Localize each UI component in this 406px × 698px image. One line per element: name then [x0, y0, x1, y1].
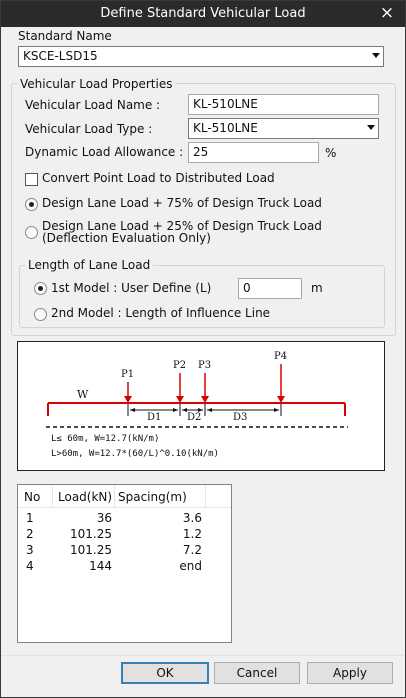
first-model-length-input[interactable] [238, 278, 302, 299]
dynamic-load-allowance-unit: % [325, 146, 337, 160]
table-row[interactable] [18, 559, 231, 574]
lane-75-truck-radio[interactable] [25, 198, 38, 211]
lane-load-w-label: W [77, 388, 89, 401]
vehicular-load-type-value: KL-510LNE [193, 121, 258, 135]
table-row[interactable] [18, 543, 231, 558]
first-model-radio[interactable] [34, 282, 47, 295]
cell-load: 36 [96, 511, 112, 525]
first-model-length-unit: m [311, 281, 323, 295]
table-row[interactable] [18, 527, 231, 542]
cell-spacing: 1.2 [182, 527, 202, 541]
spacing-label-d1: D1 [147, 412, 162, 423]
cell-load: 144 [89, 559, 112, 573]
length-of-lane-load-label: Length of Lane Load [25, 258, 153, 272]
dynamic-load-allowance-label: Dynamic Load Allowance : [25, 145, 184, 159]
button-bar-divider [1, 655, 405, 656]
axle-load-table[interactable] [17, 484, 232, 643]
cell-spacing: 3.6 [182, 511, 202, 525]
vehicular-load-type-label: Vehicular Load Type : [25, 122, 153, 136]
cell-no: 3 [26, 543, 34, 557]
lane-25-truck-label-line1: Design Lane Load + 25% of Design Truck Load [42, 219, 322, 233]
column-header-spacing[interactable]: Spacing(m) [118, 490, 187, 504]
first-model-label: 1st Model : User Define (L) [51, 281, 212, 295]
column-divider [52, 485, 53, 507]
vehicular-load-type-select[interactable] [188, 118, 379, 139]
axle-label-p2: P2 [173, 360, 187, 371]
column-header-no[interactable]: No [24, 490, 41, 504]
axle-label-p1: P1 [121, 369, 135, 380]
lane-25-truck-radio[interactable] [25, 226, 38, 239]
spacing-label-d3: D3 [233, 412, 248, 423]
ok-button[interactable]: OK [121, 662, 209, 684]
close-icon[interactable]: × [379, 3, 395, 23]
chevron-down-icon [367, 125, 375, 130]
convert-point-load-label: Convert Point Load to Distributed Load [42, 171, 275, 185]
lane-25-truck-label-line2: (Deflection Evaluation Only) [42, 231, 211, 245]
standard-name-select[interactable] [18, 46, 384, 67]
second-model-label: 2nd Model : Length of Influence Line [51, 306, 271, 320]
standard-name-value: KSCE-LSD15 [23, 49, 98, 63]
lane-75-truck-label: Design Lane Load + 75% of Design Truck Load [42, 196, 322, 210]
vehicular-load-properties-label: Vehicular Load Properties [17, 77, 175, 91]
lane-load-formula-short: L≤ 60m, W=12.7(kN/m) [51, 434, 160, 444]
dynamic-load-allowance-input[interactable] [188, 142, 319, 163]
lane-25-truck-label [42, 220, 322, 244]
window-title: Define Standard Vehicular Load [100, 6, 306, 21]
cell-spacing: 7.2 [182, 543, 202, 557]
cell-load: 101.25 [70, 527, 112, 541]
cell-load: 101.25 [70, 543, 112, 557]
cancel-button[interactable]: Cancel [214, 662, 300, 684]
spacing-label-d2: D2 [187, 412, 202, 423]
lane-load-formula-long: L>60m, W=12.7*(60/L)^0.10(kN/m) [51, 449, 219, 459]
vehicular-load-name-value: KL-510LNE [193, 97, 258, 111]
table-header [18, 485, 231, 508]
column-divider [114, 485, 115, 507]
column-header-load[interactable]: Load(kN) [58, 490, 113, 504]
vehicular-load-name-input[interactable] [188, 94, 379, 115]
first-model-length-value: 0 [243, 281, 251, 295]
standard-name-label: Standard Name [18, 29, 112, 43]
title-bar [1, 1, 405, 27]
cell-no: 2 [26, 527, 34, 541]
dynamic-load-allowance-value: 25 [193, 145, 209, 159]
chevron-down-icon [372, 53, 380, 58]
second-model-radio[interactable] [34, 308, 47, 321]
convert-point-load-checkbox[interactable] [25, 173, 38, 186]
axle-label-p4: P4 [274, 351, 288, 362]
cell-no: 1 [26, 511, 34, 525]
load-diagram [17, 341, 385, 471]
vehicular-load-name-label: Vehicular Load Name : [25, 98, 161, 112]
cell-no: 4 [26, 559, 34, 573]
column-divider [205, 485, 206, 507]
cell-spacing: end [179, 559, 202, 573]
table-row[interactable] [18, 511, 231, 526]
apply-button[interactable]: Apply [307, 662, 393, 684]
axle-label-p3: P3 [198, 360, 212, 371]
